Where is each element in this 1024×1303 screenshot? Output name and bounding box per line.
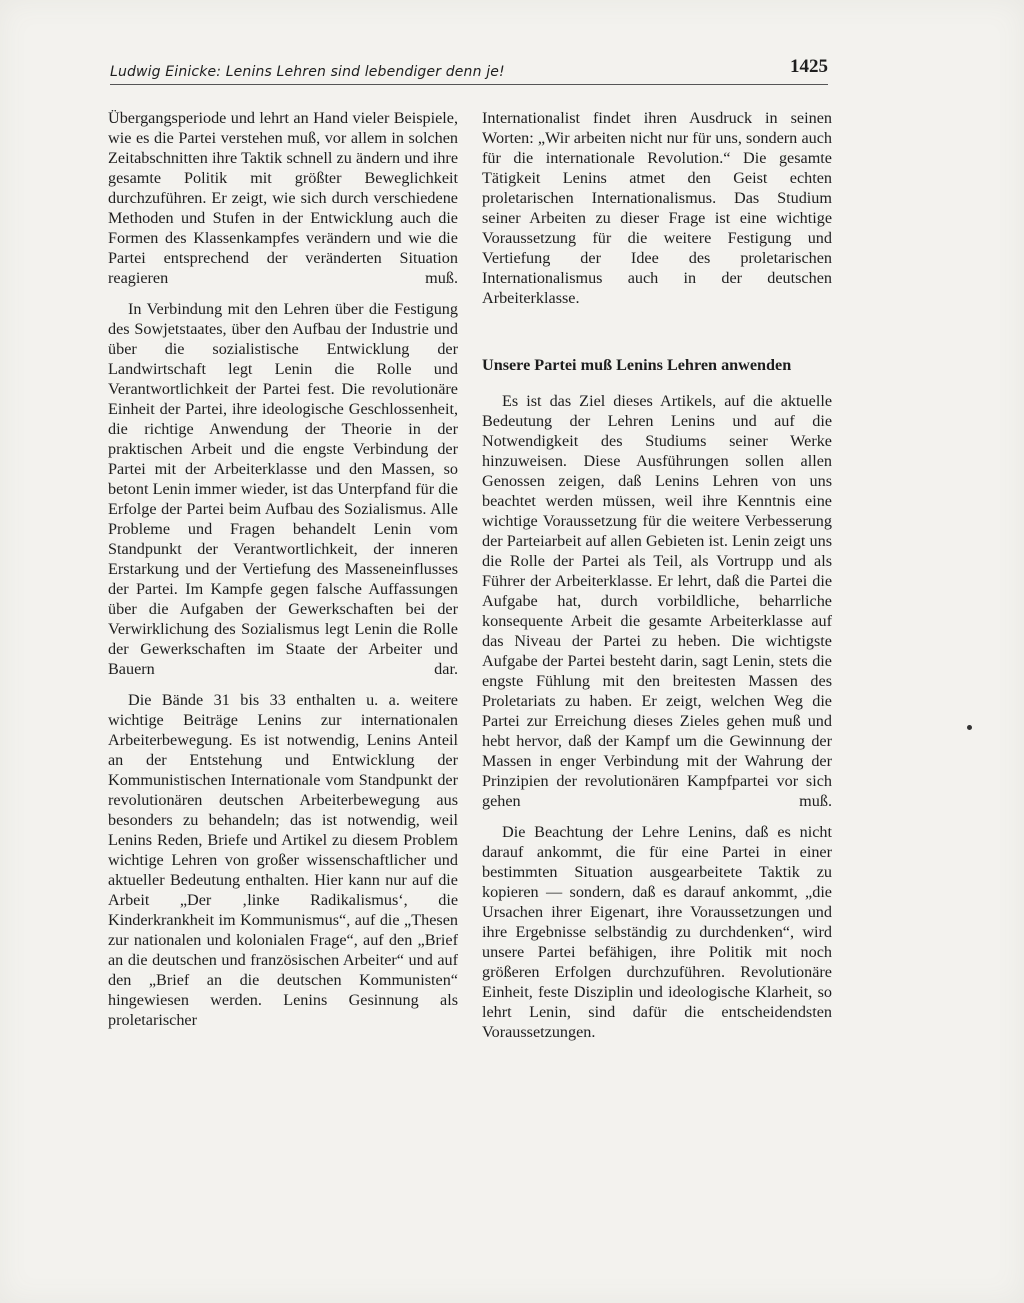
paragraph: Internationalist findet ihren Ausdruck in seinen Worten: „Wir arbeiten nicht nur für uns, sondern auch für die internationale Revolution.“ Die gesamte Tätigkeit Lenins atmet den Geist echten proletarischen Internationalismus. Das Studium seiner Arbeiten zu dieser Frage ist eine wichtige Voraussetzung für die weitere Festigung und Vertiefung der Idee des proletarischen Internationalismus auch in der deutschen Arbeiterklasse.	[482, 109, 832, 307]
page-header	[110, 56, 828, 85]
paragraph: Es ist das Ziel dieses Artikels, auf die aktuelle Bedeutung der Lehren Lenins und auf die Notwendigkeit des Studiums seiner Werke hinzuweisen. Diese Ausführungen sollen allen Genossen zeigen, daß Lenins Lehren von uns beachtet werden müssen, weil ihre Kenntnis eine wichtige Voraussetzung für die weitere Verbesserung der Parteiarbeit auf allen Gebieten ist. Lenin zeigt uns die Rolle der Partei als Teil, als Vortrupp und als Führer der Arbeiterklasse. Er lehrt, daß die Partei die Aufgabe hat, durch vorbildliche, beharrliche konsequente Arbeit die gesamte Arbeiterklasse auf das Niveau der Partei zu heben. Die wichtigste Aufgabe der Partei besteht darin, sagt Lenin, stets die engste Fühlung mit den breitesten Massen des Proletariats zu haben. Er zeigt, welchen Weg die Partei zur Erreichung dieses Zieles gehen muß und hebt hervor, daß der Kampf um die Gewinnung der Massen in enger Verbindung mit der Wahrung der Prinzipien der revolutionären Kampfpartei vor sich gehen muß.	[482, 392, 832, 810]
paragraph: Die Bände 31 bis 33 enthalten u. a. weitere wichtige Beiträge Lenins zur internationalen Arbeiterbewegung. Es ist notwendig, Lenins Anteil an der Entstehung und Entwicklung der Kommunistischen Internationale vom Standpunkt der revolutionären deutschen Arbeiterbewegung aus besonders zu behandeln; das ist notwendig, weil Lenins Reden, Briefe und Artikel zu diesem Problem wichtige Lehren von großer wissenschaftlicher und aktueller Bedeutung enthalten. Hier kann nur auf die Arbeit „Der ‚linke Radikalismus‘, die Kinderkrankheit im Kommunismus“, auf die „Thesen zur nationalen und kolonialen Frage“, auf den „Brief an die deutschen und französischen Arbeiter“ und auf den „Brief an die deutschen Kommunisten“ hingewiesen werden. Lenins Gesinnung als proletarischer	[108, 691, 458, 1029]
page-number: 1425	[790, 56, 828, 77]
paragraph: Übergangsperiode und lehrt an Hand vieler Beispiele, wie es die Partei verstehen muß, vor allem in solchen Zeitabschnitten ihre Taktik schnell zu ändern und ihre gesamte Politik mit größter Beweglichkeit durchzuführen. Er zeigt, wie sich durch verschiedene Methoden und Stufen in der Entwicklung auch die Formen des Klassenkampfes verändern und wie die Partei entsprechend der veränderten Situation reagieren muß.	[108, 109, 458, 287]
right-column	[482, 108, 832, 1042]
paragraph: Die Beachtung der Lehre Lenins, daß es nicht darauf ankommt, die für eine Partei in einer bestimmten Situation ausgearbeitete Taktik zu kopieren — sondern, daß es darauf ankommt, „die Ursachen ihrer Eigenart, ihre Voraussetzungen und ihre Ergebnisse selbständig zu durchdenken“, wird unsere Partei befähigen, ihre Politik mit noch größeren Erfolgen durchzuführen. Revolutionäre Einheit, feste Disziplin und ideologische Klarheit, so lehrt Lenin, sind dafür die entscheidendsten Voraussetzungen.	[482, 823, 832, 1041]
paragraph: In Verbindung mit den Lehren über die Festigung des Sowjetstaates, über den Aufbau der Industrie und über die sozialistische Entwicklung der Landwirtschaft legt Lenin die Rolle und Verantwortlichkeit der Partei fest. Die revolutionäre Einheit der Partei, ihre ideologische Geschlossenheit, die richtige Anwendung der Theorie in der praktischen Arbeit und die engste Verbindung der Partei mit der Arbeiterklasse und den Massen, so betont Lenin immer wieder, ist das Unterpfand für die Erfolge der Partei beim Aufbau des Sozialismus. Alle Probleme und Fragen behandelt Lenin vom Standpunkt der Verantwortlichkeit, der inneren Erstarkung und der Vertiefung des Masseneinflusses der Partei. Im Kampfe gegen falsche Auffassungen über die Aufgaben der Gewerkschaften bei der Verwirklichung des Sozialismus legt Lenin die Rolle der Gewerkschaften im Staate der Arbeiter und Bauern dar.	[108, 300, 458, 678]
section-heading: Unsere Partei muß Lenins Lehren anwenden	[482, 356, 792, 374]
left-column	[108, 108, 458, 1030]
running-head: Ludwig Einicke: Lenins Lehren sind lebendiger denn je!	[110, 64, 505, 80]
ink-speck	[967, 725, 972, 730]
